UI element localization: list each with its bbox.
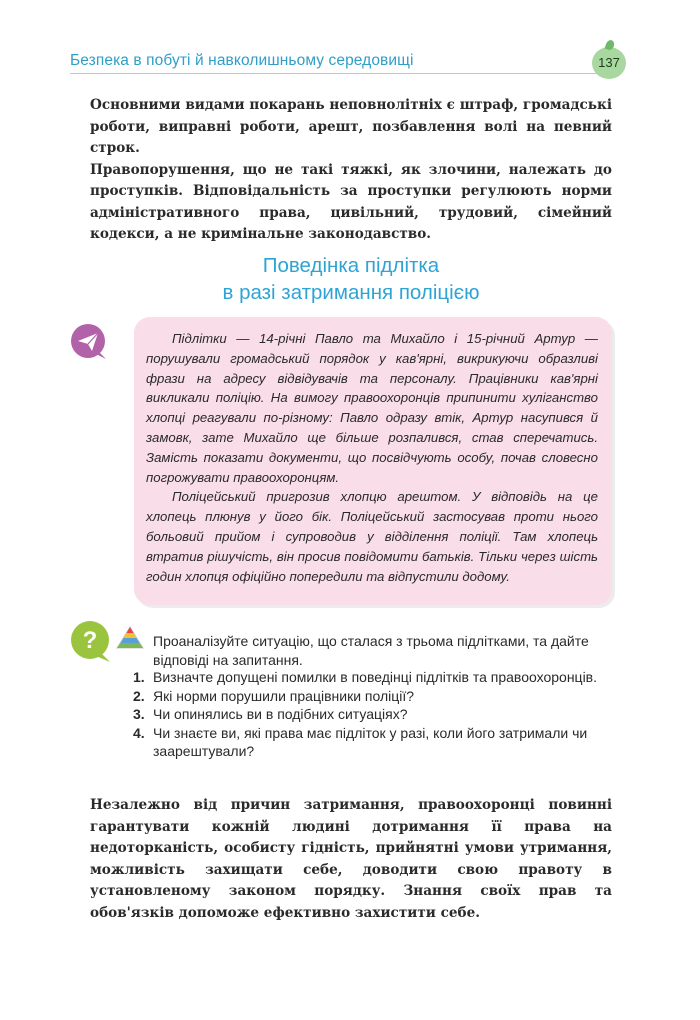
- section-title: [90, 252, 612, 306]
- case-paragraph-1: Підлітки — 14-річні Павло та Михайло і 15-річний Артур — порушували громадський порядок у кав'ярні, викрикуючи образливі фрази на адресу відвідувачів та персоналу. Працівники кав'ярні викликали поліцію. На вимогу правоохоронців припинити хуліганство хлопці реагували по-різному: Павло одразу втік, Артур насупився й замовк, зате Михайло ще більше розпалився, став сперечатись. Замість показати документи, що посвідчують особу, почав словесно погрожувати правоохоронцям.: [146, 331, 598, 485]
- intro-paragraph-1: Основними видами покарань неповнолітніх є штраф, громадські роботи, виправні роботи, арешт, позбавлення волі на певний строк.: [90, 97, 612, 156]
- question-item: 1. Визначте допущені помилки в поведінці підлітків та правоохоронців.: [133, 669, 598, 685]
- question-item: 3. Чи опинялись ви в подібних ситуаціях?: [133, 706, 408, 722]
- case-paragraph-2: Поліцейський пригрозив хлопцю арештом. У відповідь на це хлопець плюнув у його бік. Поліцейський застосував проти нього больовий прийом і супроводив у відділення поліції. Там хлопець втратив рішучість, він просив повідомити батьків. Тільки через шість годин хлопця офіційно попередили та відпустили додому.: [146, 489, 598, 584]
- header-divider: [70, 73, 598, 74]
- svg-text:?: ?: [82, 627, 98, 654]
- intro-text: [90, 95, 612, 246]
- question-item: 4. Чи знаєте ви, які права має підліток у разі, коли його затримали чи заарештували?: [133, 724, 588, 759]
- closing-paragraph: Незалежно від причин затримання, правоохоронці повинні гарантувати кожній людині дотримання її права на недоторканість, особисту гідність, прийнятні умови утримання, можливість захищати себе, доводити свою правоту в установленому законом порядку. Знання своїх прав та обов'язків допоможе ефективно захистити себе.: [90, 797, 612, 921]
- questions-list: [133, 668, 613, 761]
- running-header-title: Безпека в побуті й навколишньому середовищі: [70, 52, 414, 69]
- paper-plane-icon: [70, 323, 108, 361]
- question-icon: [70, 620, 114, 664]
- pyramid-icon: [116, 626, 144, 650]
- questions-intro: Проаналізуйте ситуацію, що сталася з трьома підлітками, та дайте відповіді на запитання.: [153, 633, 589, 668]
- question-item: 2. Які норми порушили працівники поліції?: [133, 687, 415, 704]
- section-title-line-1: Поведінка підлітка: [262, 254, 440, 277]
- section-title-line-2: в разі затримання поліцією: [222, 281, 480, 304]
- intro-paragraph-2: Правопорушення, що не такі тяжкі, як злочини, належать до проступків. Відповідальність за проступки регулюють норми адміністративного права, цивільний, трудовий, сімейний кодекси, а не кримінальне законодавство.: [90, 161, 612, 242]
- page-number-badge: 137: [592, 47, 626, 79]
- case-study-text: [146, 329, 598, 586]
- closing-text: [90, 795, 612, 924]
